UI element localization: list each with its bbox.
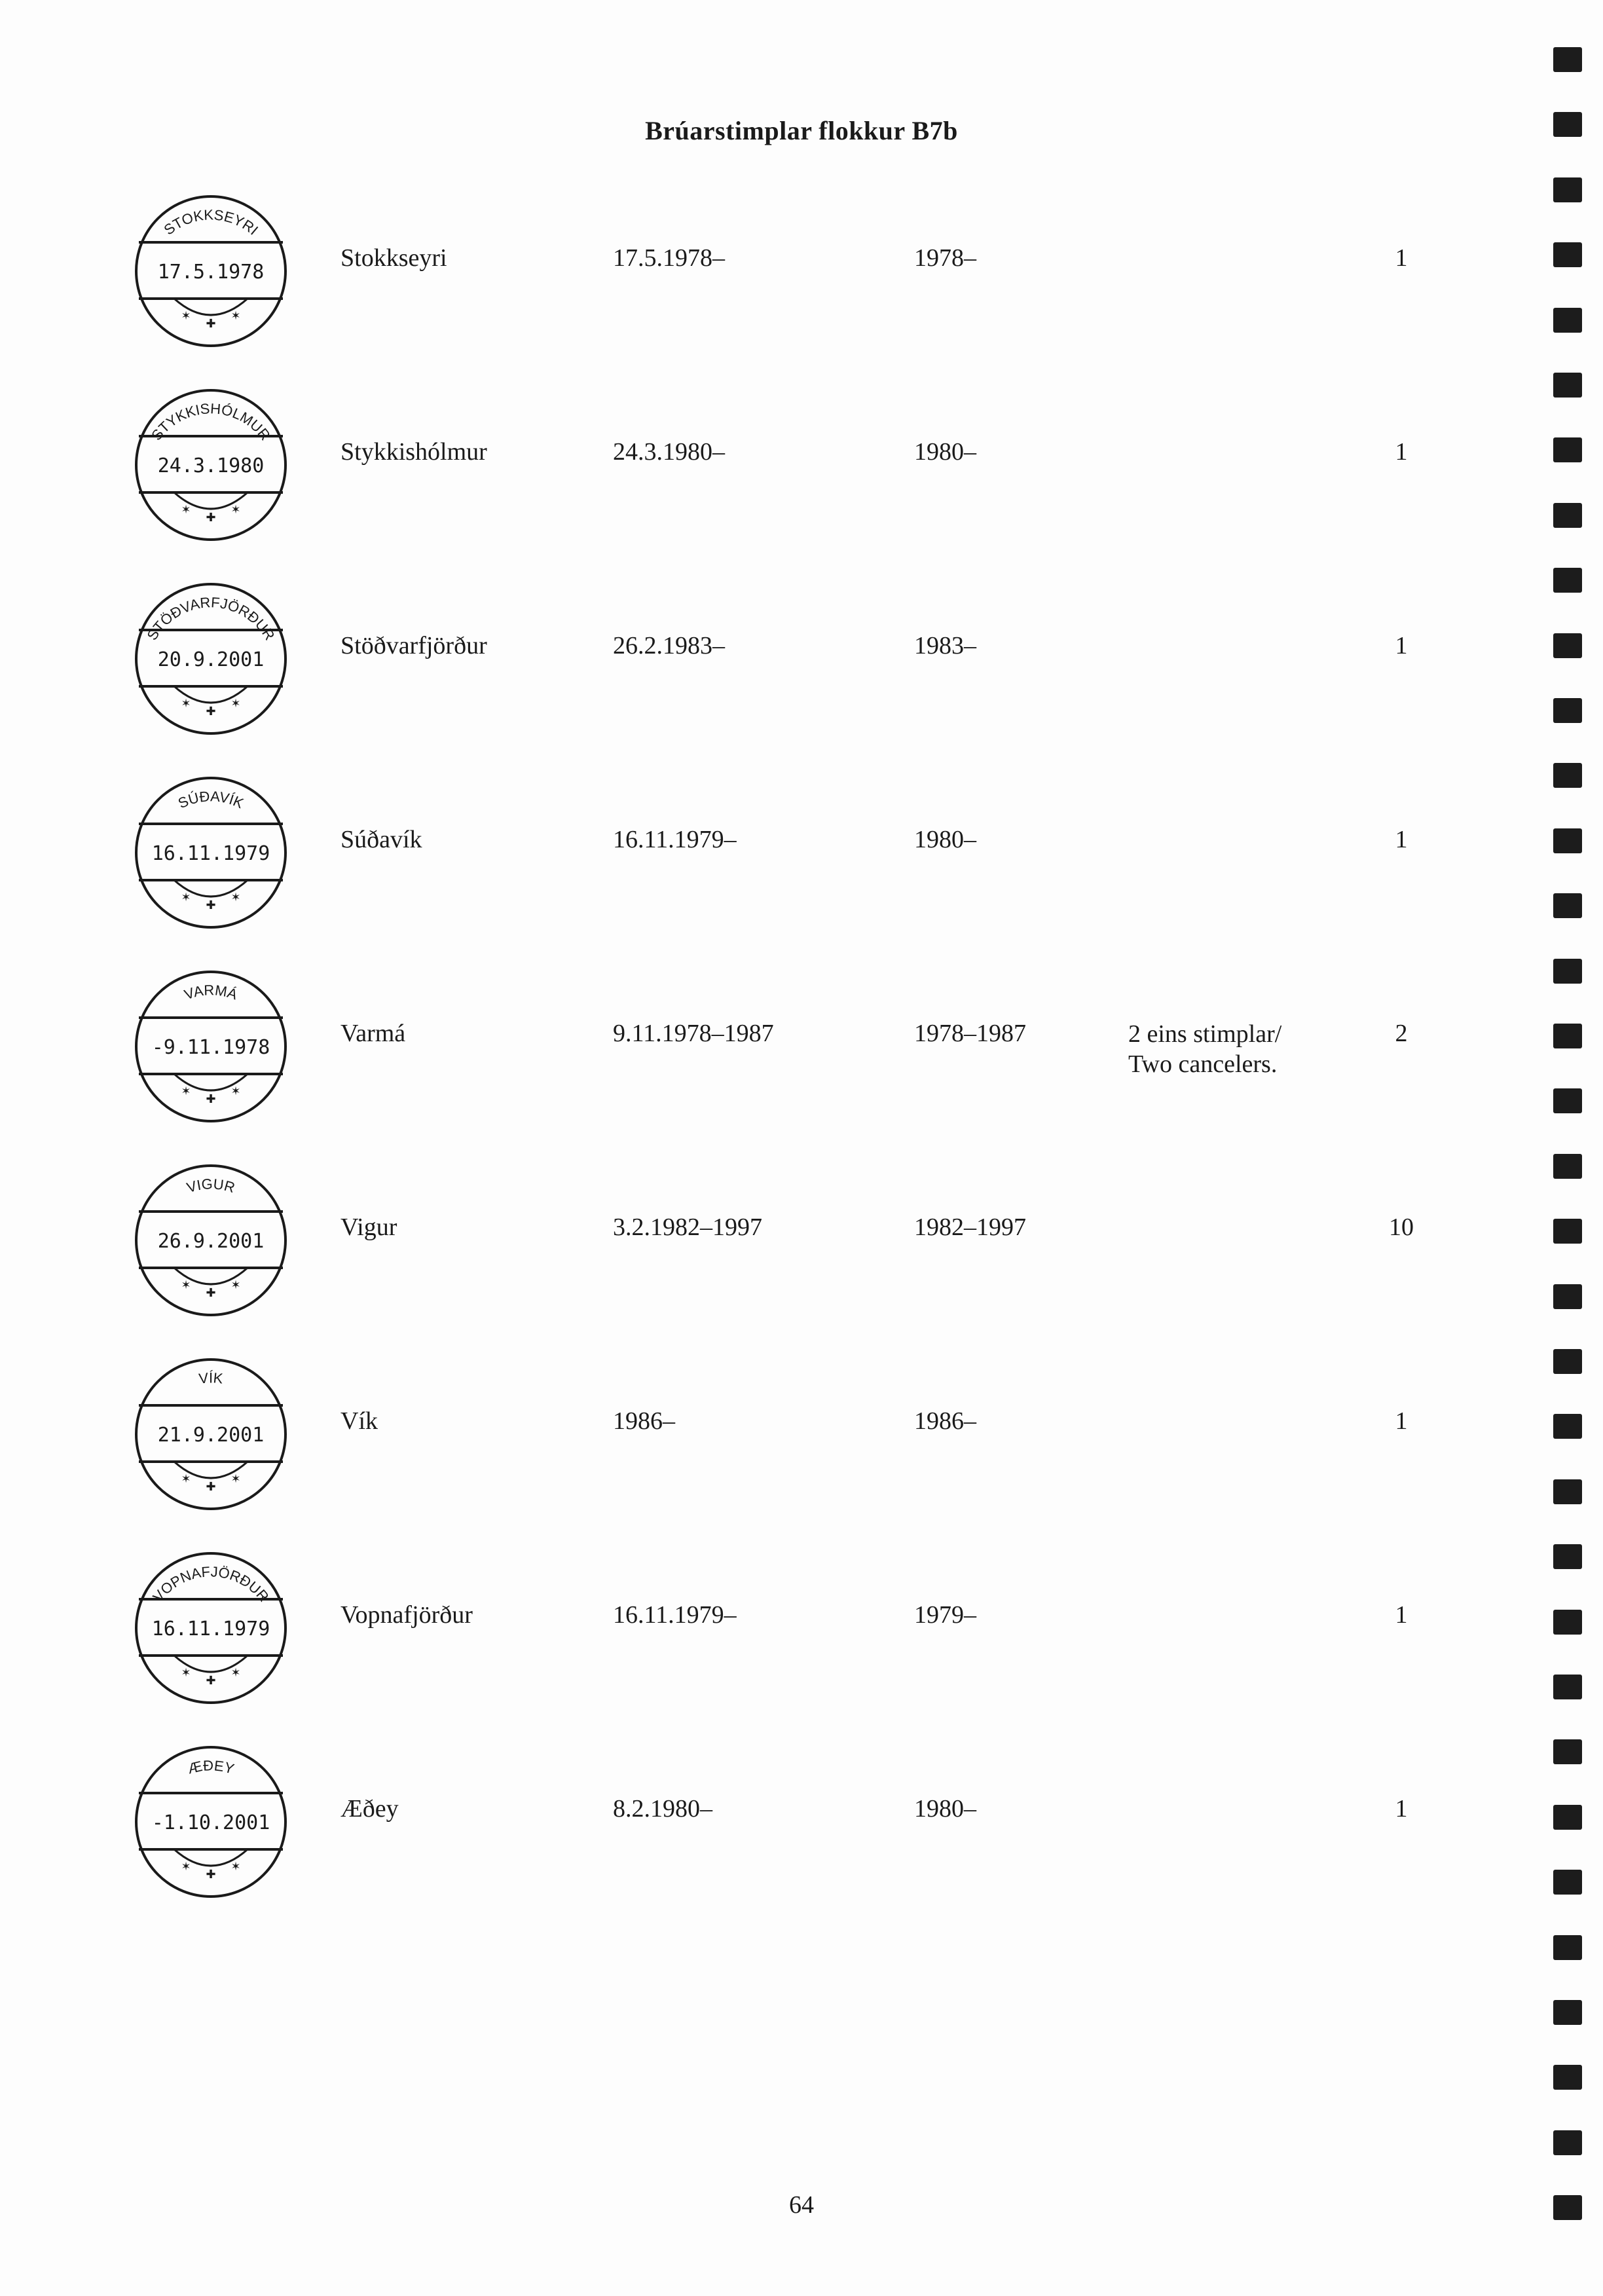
binding-hole xyxy=(1553,568,1582,593)
note-line: Two cancelers. xyxy=(1128,1050,1278,1078)
binding-hole xyxy=(1553,242,1582,267)
postmark-cross: ✚ xyxy=(206,511,216,525)
postmark-date-text: 16.11.1979 xyxy=(151,1618,270,1640)
postmark-place-text: VOPNAFJÖRÐUR xyxy=(149,1563,272,1605)
page-title: Brúarstimplar flokkur B7b xyxy=(645,116,958,145)
postmark-cross: ✚ xyxy=(206,1286,216,1300)
binding-hole xyxy=(1553,763,1582,788)
postmark-date-text: -9.11.1978 xyxy=(151,1036,270,1059)
postmark-image xyxy=(131,1354,291,1514)
postmark-cross: ✚ xyxy=(206,898,216,912)
binding-hole xyxy=(1553,308,1582,333)
quantity: 1 xyxy=(1395,1795,1408,1823)
binding-hole xyxy=(1553,47,1582,72)
postmark-image xyxy=(131,773,291,933)
postmark-star-left: ✶ xyxy=(181,697,191,711)
post-office-name: Stokkseyri xyxy=(341,244,447,272)
binding-hole xyxy=(1553,1870,1582,1895)
postmark-image xyxy=(131,967,291,1126)
postmark-date-text: 20.9.2001 xyxy=(157,648,265,671)
postmark-row xyxy=(0,1354,1506,1544)
postmark-cross: ✚ xyxy=(206,705,216,718)
binding-hole xyxy=(1553,1088,1582,1113)
usage-years: 1982–1997 xyxy=(914,1213,1026,1241)
binding-hole xyxy=(1553,828,1582,853)
spiral-binding xyxy=(1553,47,1582,2261)
postmark-star-left: ✶ xyxy=(181,1278,191,1292)
postmark-row xyxy=(0,1548,1506,1738)
usage-period: 16.11.1979– xyxy=(613,826,737,853)
postmark-stamp xyxy=(131,191,291,351)
post-office-name: Stöðvarfjörður xyxy=(341,632,487,659)
binding-hole xyxy=(1553,177,1582,202)
binding-hole xyxy=(1553,437,1582,462)
page-number: 64 xyxy=(789,2191,814,2219)
note-line: 2 eins stimplar/ xyxy=(1128,1020,1282,1048)
postmark-stamp xyxy=(131,579,291,739)
postmark-cross: ✚ xyxy=(206,1674,216,1688)
postmark-stamp xyxy=(131,773,291,933)
postmark-stamp xyxy=(131,967,291,1126)
binding-hole xyxy=(1553,893,1582,918)
quantity: 1 xyxy=(1395,1601,1408,1629)
postmark-place-text: ÆÐEY xyxy=(186,1757,236,1777)
postmark-star-right: ✶ xyxy=(230,1278,241,1292)
postmark-star-right: ✶ xyxy=(230,503,241,517)
postmark-place-text: STÖÐVARFJÖRÐUR xyxy=(143,594,278,643)
postmark-cross: ✚ xyxy=(206,1480,216,1494)
postmark-stamp xyxy=(131,385,291,545)
usage-period: 1986– xyxy=(613,1407,675,1435)
binding-hole xyxy=(1553,1610,1582,1635)
postmark-star-left: ✶ xyxy=(181,503,191,517)
postmark-stamp xyxy=(131,1160,291,1320)
postmark-image xyxy=(131,191,291,351)
postmark-date-text: 21.9.2001 xyxy=(157,1424,265,1447)
binding-hole xyxy=(1553,633,1582,658)
postmark-star-right: ✶ xyxy=(230,697,241,711)
usage-years: 1978– xyxy=(914,244,976,272)
quantity: 1 xyxy=(1395,632,1408,659)
postmark-row xyxy=(0,1160,1506,1350)
postmark-date-text: 17.5.1978 xyxy=(157,261,265,284)
binding-hole xyxy=(1553,698,1582,723)
postmark-star-right: ✶ xyxy=(230,891,241,904)
binding-hole xyxy=(1553,1284,1582,1309)
postmark-image xyxy=(131,1548,291,1708)
postmark-place-text: VIGUR xyxy=(185,1176,237,1196)
usage-period: 3.2.1982–1997 xyxy=(613,1213,762,1241)
post-office-name: Æðey xyxy=(341,1795,399,1823)
postmark-image xyxy=(131,1160,291,1320)
usage-period: 17.5.1978– xyxy=(613,244,725,272)
usage-period: 24.3.1980– xyxy=(613,438,725,466)
usage-years: 1978–1987 xyxy=(914,1020,1026,1047)
postmark-row xyxy=(0,579,1506,769)
svg-text:VARMÁ xyxy=(182,982,240,1003)
usage-period: 16.11.1979– xyxy=(613,1601,737,1629)
binding-hole xyxy=(1553,2065,1582,2090)
binding-hole xyxy=(1553,1675,1582,1699)
postmark-star-right: ✶ xyxy=(230,309,241,323)
binding-hole xyxy=(1553,2195,1582,2220)
binding-hole xyxy=(1553,959,1582,984)
postmark-cross: ✚ xyxy=(206,1868,216,1881)
usage-years: 1986– xyxy=(914,1407,976,1435)
binding-hole xyxy=(1553,1935,1582,1960)
postmark-stamp xyxy=(131,1354,291,1514)
postmark-place-text: SÚÐAVÍK xyxy=(175,788,246,812)
note xyxy=(1128,1019,1281,1079)
post-office-name: Vík xyxy=(341,1407,378,1435)
usage-years: 1980– xyxy=(914,826,976,853)
binding-hole xyxy=(1553,1544,1582,1569)
postmark-star-right: ✶ xyxy=(230,1666,241,1680)
postmark-place-text: STYKKISHÓLMUR xyxy=(148,400,274,444)
postmark-image xyxy=(131,385,291,545)
postmark-place-text: VARMÁ xyxy=(182,982,240,1003)
svg-text:VIGUR xyxy=(185,1176,237,1196)
postmark-star-right: ✶ xyxy=(230,1472,241,1486)
binding-hole xyxy=(1553,503,1582,528)
postmark-row xyxy=(0,191,1506,381)
binding-hole xyxy=(1553,1349,1582,1374)
binding-hole xyxy=(1553,112,1582,137)
binding-hole xyxy=(1553,1414,1582,1439)
quantity: 1 xyxy=(1395,438,1408,466)
svg-text:STOKKSEYRI xyxy=(161,206,262,238)
quantity: 10 xyxy=(1389,1213,1414,1241)
usage-years: 1980– xyxy=(914,438,976,466)
postmark-date-text: -1.10.2001 xyxy=(151,1811,270,1834)
postmark-image xyxy=(131,579,291,739)
binding-hole xyxy=(1553,1154,1582,1179)
postmark-place-text: VÍK xyxy=(198,1369,224,1387)
binding-hole xyxy=(1553,2130,1582,2155)
quantity: 1 xyxy=(1395,826,1408,853)
binding-hole xyxy=(1553,373,1582,398)
quantity: 2 xyxy=(1395,1020,1408,1047)
postmark-cross: ✚ xyxy=(206,317,216,331)
postmark-star-left: ✶ xyxy=(181,891,191,904)
postmark-star-right: ✶ xyxy=(230,1860,241,1874)
binding-hole xyxy=(1553,2000,1582,2025)
postmark-stamp xyxy=(131,1742,291,1902)
postmark-star-left: ✶ xyxy=(181,1860,191,1874)
postmark-star-left: ✶ xyxy=(181,1666,191,1680)
postmark-star-left: ✶ xyxy=(181,1472,191,1486)
postmark-date-text: 24.3.1980 xyxy=(157,454,265,477)
postmark-star-left: ✶ xyxy=(181,1084,191,1098)
binding-hole xyxy=(1553,1219,1582,1244)
binding-hole xyxy=(1553,1024,1582,1048)
usage-period: 9.11.1978–1987 xyxy=(613,1020,774,1047)
usage-period: 8.2.1980– xyxy=(613,1795,712,1823)
post-office-name: Vopnafjörður xyxy=(341,1601,473,1629)
usage-years: 1983– xyxy=(914,632,976,659)
post-office-name: Vigur xyxy=(341,1213,397,1241)
quantity: 1 xyxy=(1395,244,1408,272)
postmark-row xyxy=(0,967,1506,1157)
post-office-name: Súðavík xyxy=(341,826,422,853)
postmark-stamp xyxy=(131,1548,291,1708)
post-office-name: Varmá xyxy=(341,1020,406,1047)
quantity: 1 xyxy=(1395,1407,1408,1435)
binding-hole xyxy=(1553,1739,1582,1764)
postmark-row xyxy=(0,385,1506,575)
svg-text:SÚÐAVÍK xyxy=(175,788,246,811)
usage-years: 1980– xyxy=(914,1795,976,1823)
svg-text:ÆÐEY xyxy=(186,1757,236,1777)
postmark-date-text: 16.11.1979 xyxy=(151,842,270,865)
postmark-cross: ✚ xyxy=(206,1092,216,1106)
postmark-row xyxy=(0,773,1506,963)
postmark-star-right: ✶ xyxy=(230,1084,241,1098)
postmark-date-text: 26.9.2001 xyxy=(157,1230,265,1253)
postmark-place-text: STOKKSEYRI xyxy=(160,206,262,238)
svg-text:VÍK xyxy=(198,1369,224,1387)
post-office-name: Stykkishólmur xyxy=(341,438,487,466)
postmark-row xyxy=(0,1742,1506,1932)
usage-period: 26.2.1983– xyxy=(613,632,725,659)
binding-hole xyxy=(1553,1479,1582,1504)
usage-years: 1979– xyxy=(914,1601,976,1629)
postmark-star-left: ✶ xyxy=(181,309,191,323)
postmark-image xyxy=(131,1742,291,1902)
binding-hole xyxy=(1553,1805,1582,1830)
